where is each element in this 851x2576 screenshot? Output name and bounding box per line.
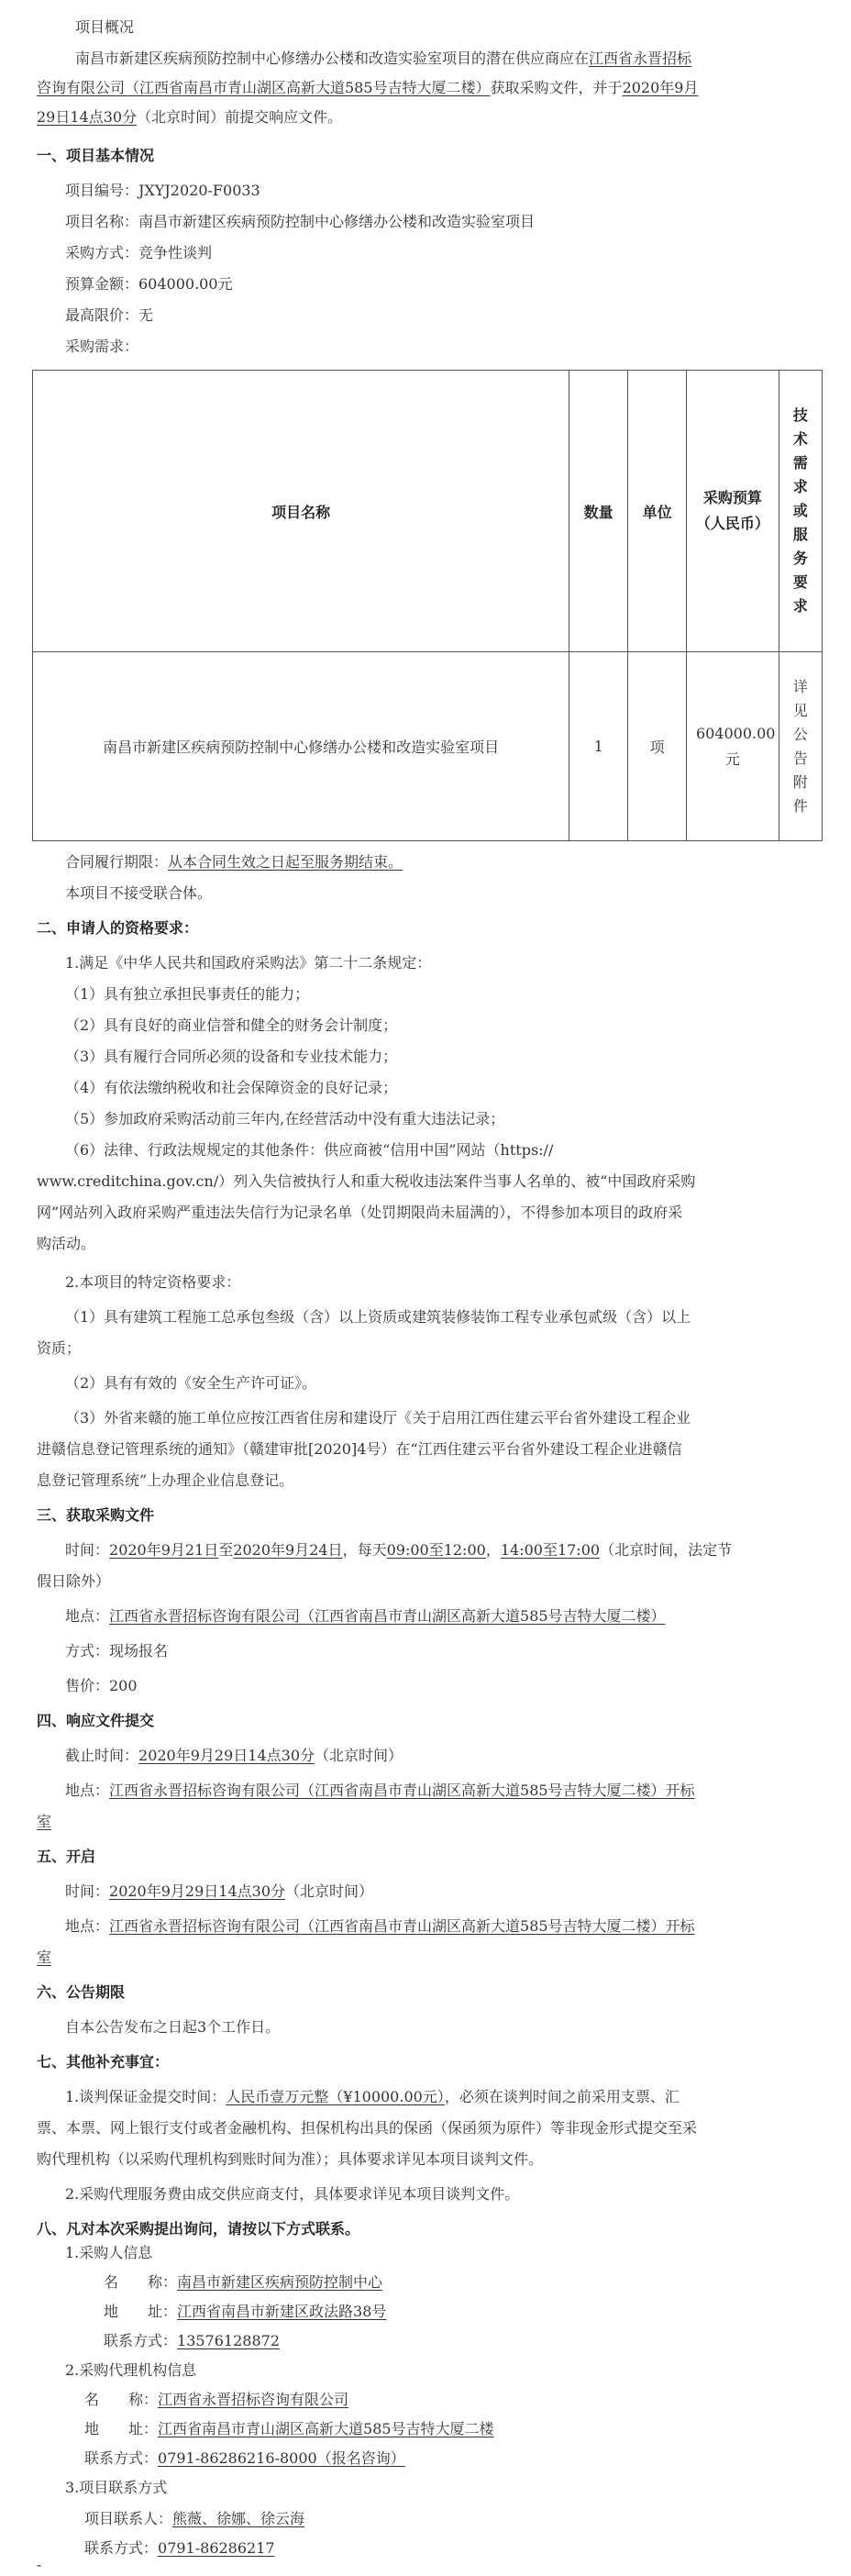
qualification-item-6-line-2: www.creditchina.gov.cn/）列入失信被执行人和重大税收违法案件当事人名单的、被“中国政府采购 <box>37 1172 696 1190</box>
consortium-note: 本项目不接受联合体。 <box>65 884 213 902</box>
deposit-line-2: 票、本票、网上银行支付或者金融机构、担保机构出具的保函（保函须为原件）等非现金形式提交至采 <box>37 2119 698 2137</box>
th-budget: 采购预算（人民币） <box>687 371 779 652</box>
qualification-item-3: （3）具有履行合同所必须的设备和专业技术能力； <box>65 1048 398 1065</box>
qualification-item-6-line-3: 网”网站列入政府采购严重违法失信行为记录名单（处罚期限尚未届满的），不得参加本项目的政府采 <box>37 1204 683 1221</box>
purchaser-name: 名 称：南昌市新建区疾病预防控制中心 <box>104 2273 383 2291</box>
agency-name: 名 称：江西省永晋招标咨询有限公司 <box>84 2391 349 2408</box>
cell-unit: 项 <box>628 652 687 841</box>
opening-place: 地点：江西省永晋招标咨询有限公司（江西省南昌市青山湖区高新大道585号吉特大厦二楼）开标 <box>65 1917 695 1935</box>
section-4-title: 四、响应文件提交 <box>37 1712 155 1729</box>
qualification-item-5: （5）参加政府采购活动前三年内,在经营活动中没有重大违法记录； <box>65 1110 505 1127</box>
agency-contact: 联系方式：0791-86286216-8000（报名咨询） <box>84 2449 405 2467</box>
section-3-title: 三、获取采购文件 <box>37 1506 155 1524</box>
th-quantity: 数量 <box>569 371 628 652</box>
end-mark: - <box>37 2556 42 2573</box>
project-contact-person: 项目联系人：熊薇、徐娜、徐云海 <box>84 2510 305 2527</box>
qualification-item-6-line-1: （6）法律、行政法规规定的其他条件：供应商被“信用中国”网站（https:// <box>65 1141 554 1159</box>
qualification-item-4: （4）有依法缴纳税收和社会保障资金的良好记录； <box>65 1079 398 1096</box>
submit-deadline: 截止时间：2020年9月29日14点30分（北京时间） <box>65 1747 403 1764</box>
cell-quantity: 1 <box>569 652 628 841</box>
agency-address: 地 址：江西省南昌市青山湖区高新大道585号吉特大厦二楼 <box>84 2420 494 2437</box>
project-contact-phone: 联系方式：0791-86286217 <box>84 2539 275 2557</box>
special-item-1-line-1: （1）具有建筑工程施工总承包叁级（含）以上资质或建筑装修装饰工程专业承包贰级（含）以上 <box>65 1308 691 1326</box>
overview-line-2: 咨询有限公司（江西省南昌市青山湖区高新大道585号吉特大厦二楼）获取采购文件，并于2020年9月 <box>37 79 699 96</box>
overview-line-3: 29日14点30分（北京时间）前提交响应文件。 <box>37 108 343 126</box>
agency-fee: 2.采购代理服务费由成交供应商支付，具体要求详见本项目谈判文件。 <box>65 2185 520 2203</box>
obtain-time: 时间：2020年9月21日至2020年9月24日，每天09:00至12:00，14:00至17:00（北京时间，法定节 <box>65 1541 733 1559</box>
submit-place: 地点：江西省永晋招标咨询有限公司（江西省南昌市青山湖区高新大道585号吉特大厦二楼）开标 <box>65 1782 695 1799</box>
purchaser-address: 地 址：江西省南昌市新建区政法路38号 <box>104 2303 387 2320</box>
contract-period: 合同履行期限：从本合同生效之日起至服务期结束。 <box>65 853 403 871</box>
requirements-table <box>32 370 823 841</box>
section-5-title: 五、开启 <box>37 1848 96 1865</box>
cell-project-name: 南昌市新建区疾病预防控制中心修缮办公楼和改造实验室项目 <box>33 652 569 841</box>
section-6-title: 六、公告期限 <box>37 1983 126 2001</box>
cell-budget: 604000.00元 <box>687 652 779 841</box>
section-2-title: 二、申请人的资格要求： <box>37 919 199 937</box>
purchaser-contact: 联系方式：13576128872 <box>104 2332 280 2349</box>
section-1-title: 一、项目基本情况 <box>37 147 155 164</box>
purchaser-info-heading: 1.采购人信息 <box>65 2244 153 2261</box>
budget-amount: 预算金额：604000.00元 <box>65 275 233 293</box>
agency-info-heading: 2.采购代理机构信息 <box>65 2361 197 2379</box>
qualification-item-1: （1）具有独立承担民事责任的能力； <box>65 985 310 1003</box>
special-item-3-line-1: （3）外省来赣的施工单位应按江西省住房和建设厅《关于启用江西住建云平台省外建设工程企业 <box>65 1409 691 1427</box>
obtain-way: 方式：现场报名 <box>65 1642 169 1660</box>
project-name: 项目名称：南昌市新建区疾病预防控制中心修缮办公楼和改造实验室项目 <box>65 213 536 230</box>
opening-time: 时间：2020年9月29日14点30分（北京时间） <box>65 1882 374 1900</box>
special-item-1-line-2: 资质； <box>37 1339 82 1357</box>
deposit-line-1: 1.谈判保证金提交时间：人民币壹万元整（¥10000.00元），必须在谈判时间之前采用支票、汇 <box>65 2088 680 2105</box>
qualification-2: 2.本项目的特定资格要求： <box>65 1273 241 1291</box>
special-item-3-line-3: 息登记管理系统”上办理企业信息登记。 <box>37 1471 294 1489</box>
overview-heading: 项目概况 <box>75 18 135 36</box>
procurement-demand-label: 采购需求： <box>65 338 139 355</box>
overview-line-1: 南昌市新建区疾病预防控制中心修缮办公楼和改造实验室项目的潜在供应商应在江西省永晋招标 <box>75 50 692 67</box>
document-price: 售价：200 <box>65 1677 138 1694</box>
opening-place-line-2: 室 <box>37 1949 52 1966</box>
submit-place-line-2: 室 <box>37 1813 52 1830</box>
special-item-3-line-2: 进赣信息登记管理系统的通知》（赣建审批[2020]4号）在“江西住建云平台省外建设工程企业进赣信 <box>37 1440 682 1458</box>
project-number: 项目编号：JXYJ2020-F0033 <box>65 182 260 199</box>
qualification-item-2: （2）具有良好的商业信誉和健全的财务会计制度； <box>65 1016 398 1034</box>
table-row <box>33 652 823 841</box>
table-header-row <box>33 371 823 652</box>
th-tech-requirements: 技术需求或服务要求 <box>779 371 822 652</box>
procurement-method: 采购方式：竞争性谈判 <box>65 244 213 261</box>
obtain-time-line-2: 假日除外） <box>37 1572 111 1590</box>
special-item-2: （2）具有有效的《安全生产许可证》。 <box>65 1374 317 1392</box>
qualification-item-6-line-4: 购活动。 <box>37 1235 96 1252</box>
max-price: 最高限价：无 <box>65 306 154 324</box>
th-unit: 单位 <box>628 371 687 652</box>
obtain-place: 地点：江西省永晋招标咨询有限公司（江西省南昌市青山湖区高新大道585号吉特大厦二楼） <box>65 1607 666 1625</box>
qualification-1: 1.满足《中华人民共和国政府采购法》第二十二条规定： <box>65 954 432 972</box>
project-contact-heading: 3.项目联系方式 <box>65 2479 168 2496</box>
section-8-title: 八、凡对本次采购提出询问，请按以下方式联系。 <box>37 2220 360 2237</box>
announcement-period: 自本公告发布之日起3个工作日。 <box>65 2018 281 2036</box>
deposit-line-3: 购代理机构（以采购代理机构到账时间为准）；具体要求详见本项目谈判文件。 <box>37 2150 544 2168</box>
cell-tech-requirements: 详见公告附件 <box>779 652 822 841</box>
section-7-title: 七、其他补充事宜： <box>37 2053 170 2071</box>
th-project-name: 项目名称 <box>33 371 569 652</box>
